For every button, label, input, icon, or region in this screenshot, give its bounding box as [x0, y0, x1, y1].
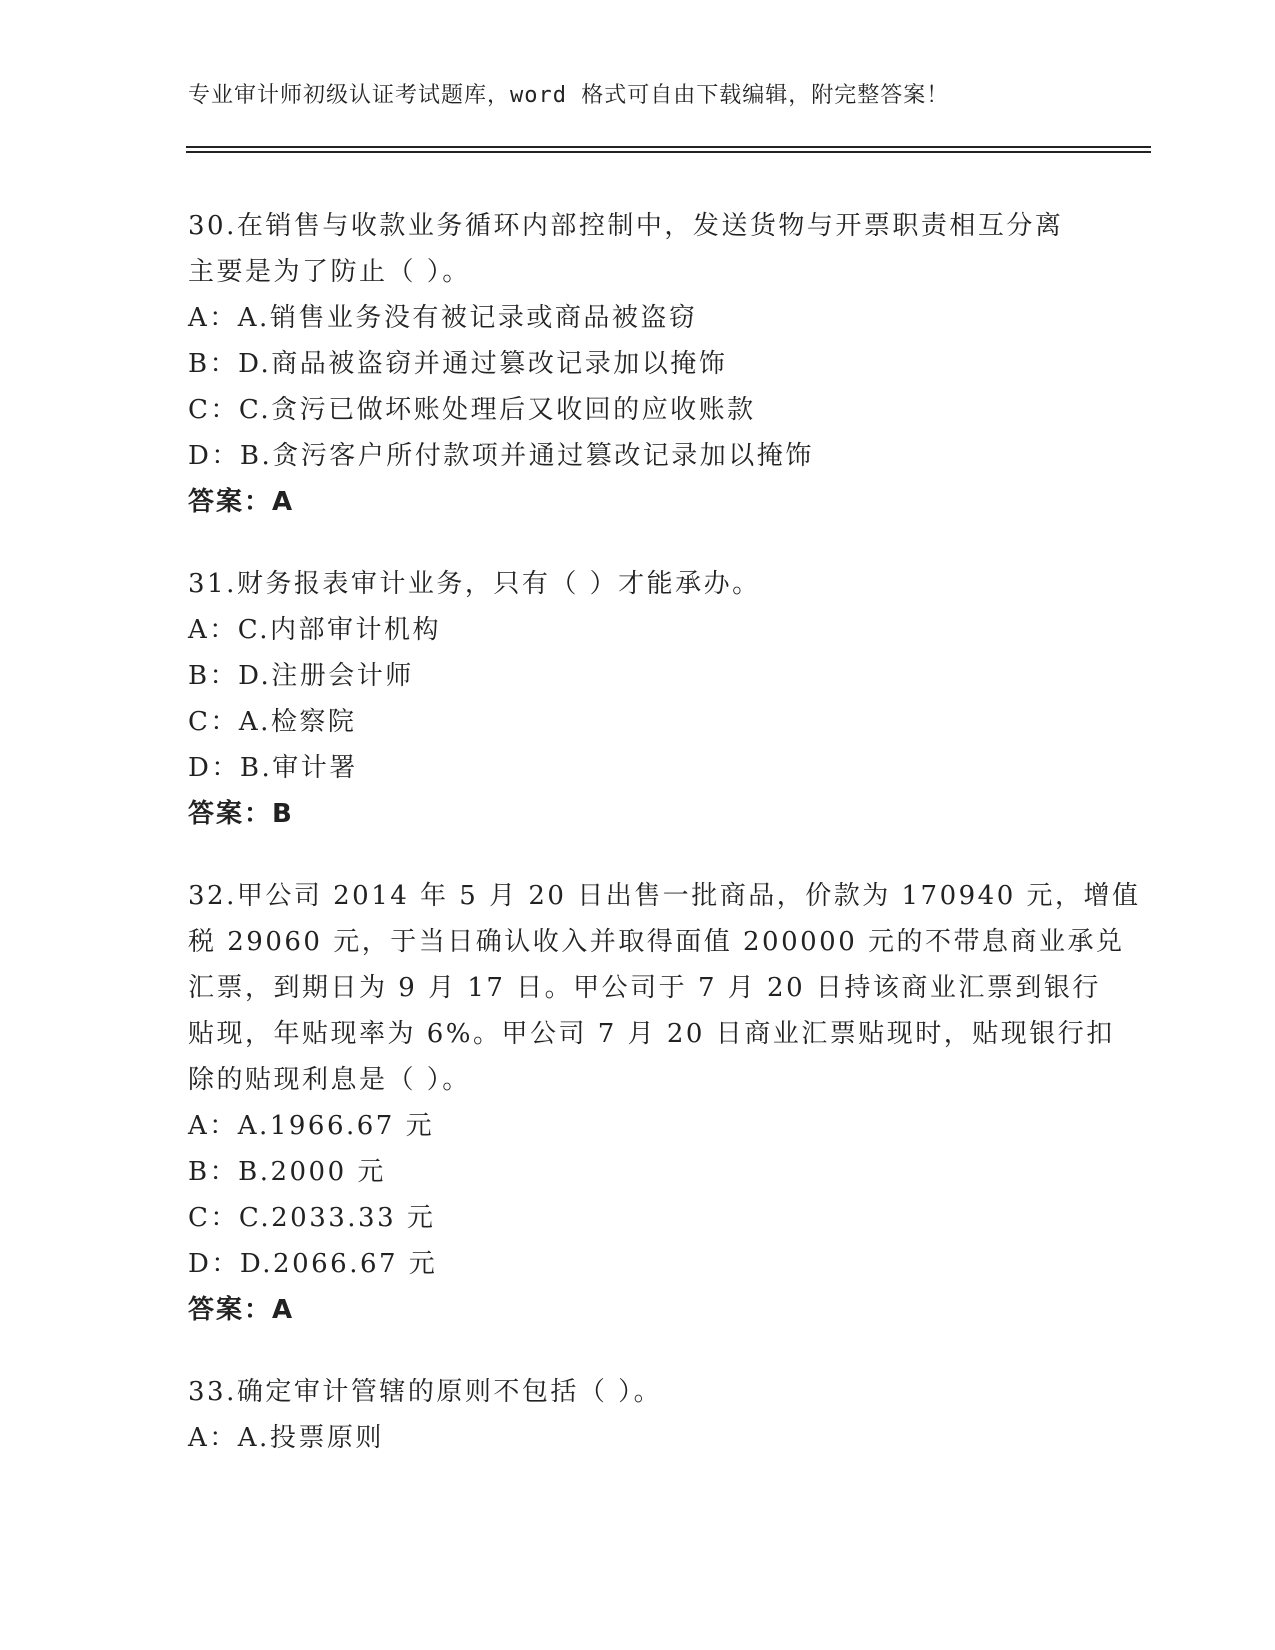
question-list [188, 203, 1141, 1497]
option-a: A：A.1966.67 元 [188, 1111, 435, 1141]
option-c: C：C.贪污已做坏账处理后又收回的应收账款 [188, 395, 756, 425]
question-33 [188, 1369, 1088, 1461]
option-d: D：B.贪污客户所付款项并通过篡改记录加以掩饰 [188, 441, 814, 471]
question-31 [188, 561, 1088, 837]
stem-line: 30.在销售与收款业务循环内部控制中，发送货物与开票职责相互分离 [188, 211, 1064, 241]
document-header: 专业审计师初级认证考试题库，word 格式可自由下载编辑，附完整答案！ [188, 83, 950, 108]
option-b: B：B.2000 元 [188, 1157, 386, 1187]
option-b: B：D.注册会计师 [188, 661, 414, 691]
option-d: D：D.2066.67 元 [188, 1249, 438, 1279]
option-c: C：C.2033.33 元 [188, 1203, 436, 1233]
option-a: A：A.销售业务没有被记录或商品被盗窃 [188, 303, 698, 333]
question-32 [188, 873, 1141, 1333]
answer: 答案：B [188, 799, 294, 829]
stem-line: 汇票，到期日为 9 月 17 日。甲公司于 7 月 20 日持该商业汇票到银行 [188, 973, 1101, 1003]
question-30 [188, 203, 1088, 525]
stem-line: 31.财务报表审计业务，只有（ ）才能承办。 [188, 569, 761, 599]
stem-line: 除的贴现利息是（ ）。 [188, 1065, 471, 1095]
question-stem [188, 1369, 1088, 1415]
question-stem [188, 873, 1141, 1103]
question-stem [188, 203, 1088, 295]
option-a: A：A.投票原则 [188, 1423, 384, 1453]
stem-line: 33.确定审计管辖的原则不包括（ ）。 [188, 1377, 663, 1407]
option-b: B：D.商品被盗窃并通过篡改记录加以掩饰 [188, 349, 728, 379]
option-d: D：B.审计署 [188, 753, 358, 783]
stem-line: 税 29060 元，于当日确认收入并取得面值 200000 元的不带息商业承兑 [188, 927, 1125, 957]
answer: 答案：A [188, 487, 295, 517]
header-rule-bottom [186, 151, 1151, 153]
option-c: C：A.检察院 [188, 707, 357, 737]
option-a: A：C.内部审计机构 [188, 615, 442, 645]
question-stem [188, 561, 1088, 607]
stem-line: 贴现，年贴现率为 6%。甲公司 7 月 20 日商业汇票贴现时，贴现银行扣 [188, 1019, 1115, 1049]
stem-line: 主要是为了防止（ ）。 [188, 257, 471, 287]
stem-line: 32.甲公司 2014 年 5 月 20 日出售一批商品，价款为 170940 元，增值 [188, 881, 1141, 911]
answer: 答案：A [188, 1295, 295, 1325]
header-rule-top [186, 146, 1151, 148]
